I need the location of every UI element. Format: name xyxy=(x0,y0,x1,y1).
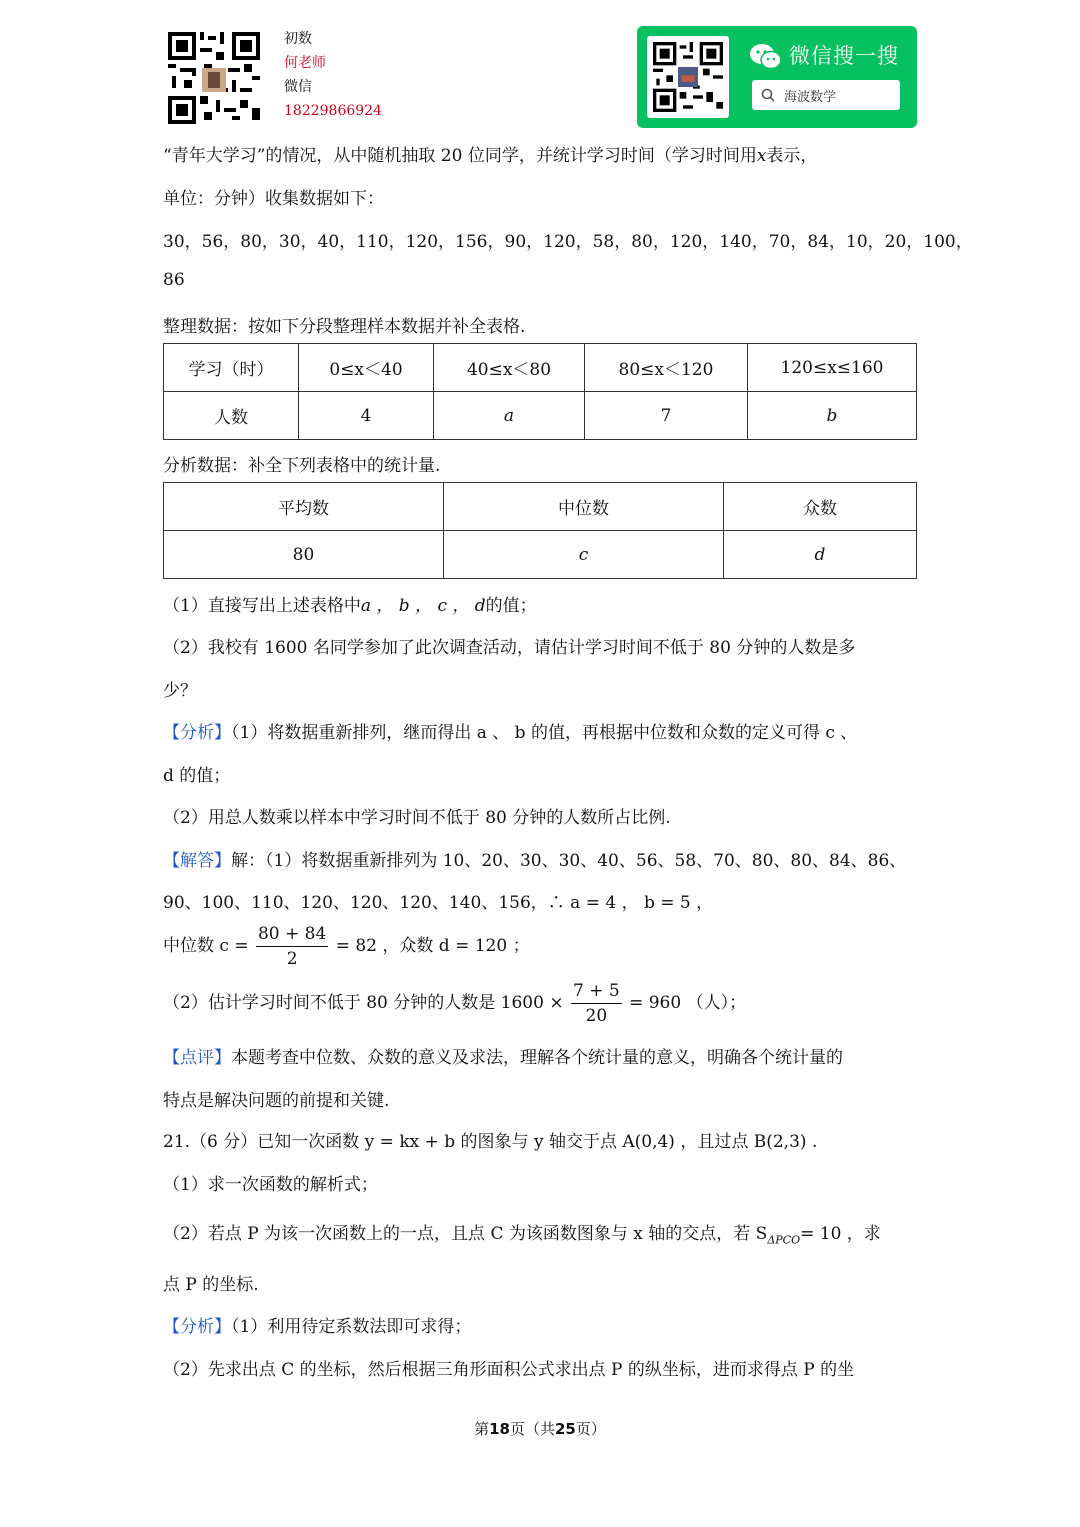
problem-21-part-2: （2）若点 P 为该一次函数上的一点，且点 C 为该函数图象与 x 轴的交点，若 $S_{\Delta PCO}= 10$ ，求 xyxy=(163,1224,881,1247)
solution-cont: 90、100、110、120、120、120、140、156，∴ a = 4 ， b = 5 ， xyxy=(163,893,714,913)
table-header-cell: 众数 xyxy=(724,483,917,531)
contact-info xyxy=(284,27,382,123)
phone-number: 18229866924 xyxy=(284,103,382,119)
wechat-search-banner[interactable] xyxy=(637,26,917,128)
contact-label: 初数 xyxy=(284,31,312,47)
question-2-cont: 少？ xyxy=(163,681,197,701)
page-number: 18 xyxy=(489,1420,510,1438)
qr-code-right xyxy=(647,36,729,118)
frequency-table xyxy=(163,343,917,440)
question-2: （2）我校有 1600 名同学参加了此次调查活动，请估计学习时间不低于 80 分钟的人数是多 xyxy=(163,638,856,658)
intro-line-2: 单位：分钟）收集数据如下： xyxy=(163,189,384,209)
analysis-1-part-2: （2）用总人数乘以样本中学习时间不低于 80 分钟的人数所占比例. xyxy=(163,808,671,828)
table-cell: 80 xyxy=(164,531,444,579)
organize-instruction: 整理数据：按如下分段整理样本数据并补全表格. xyxy=(163,317,526,337)
table-cell: d xyxy=(724,531,917,579)
median-formula: 中位数 c = $\frac{80 + 84}{2}$ = 82 ，众数 d = 120 ； xyxy=(163,924,530,969)
solution: 【解答】解：（1）将数据重新排列为 10、20、30、30、40、56、58、70、80、80、84、86、 xyxy=(163,851,907,871)
qr-code-left xyxy=(168,32,260,124)
table-header-cell: 中位数 xyxy=(444,483,724,531)
table-header-cell: 120≤x≤160 xyxy=(748,344,917,392)
analysis-1-cont: d 的值； xyxy=(163,766,231,786)
table-cell: 人数 xyxy=(164,392,299,440)
data-values-line: 30，56，80，30，40，110，120，156，90，120，58，80，120，140，70，84，10，20，100， xyxy=(163,232,973,252)
table-cell: c xyxy=(444,531,724,579)
statistics-table xyxy=(163,482,917,579)
analysis-tag: 【分析】 xyxy=(163,723,231,743)
analysis-1: 【分析】（1）将数据重新排列，继而得出 a 、 b 的值，再根据中位数和众数的定义可得 c 、 xyxy=(163,723,858,743)
table-cell: 4 xyxy=(299,392,434,440)
teacher-name: 何老师 xyxy=(284,55,326,71)
page-total: 25 xyxy=(555,1420,576,1438)
table-cell: b xyxy=(748,392,917,440)
fraction: $\frac{80 + 84}{2}$ xyxy=(257,924,327,969)
table-cell: 7 xyxy=(585,392,748,440)
table-header-cell: 平均数 xyxy=(164,483,444,531)
table-header-cell: 80≤x＜120 xyxy=(585,344,748,392)
fraction: $\frac{7 + 5}{20}$ xyxy=(572,981,620,1026)
page-footer: 第18页（共25页） xyxy=(474,1420,606,1438)
table-cell: a xyxy=(434,392,585,440)
estimate-formula: （2）估计学习时间不低于 80 分钟的人数是 1600 × $\frac{7 + 5}{20}$ = 960 （人）； xyxy=(163,981,747,1026)
wechat-logo-icon xyxy=(749,42,783,72)
problem-21-part-2-cont: 点 P 的坐标. xyxy=(163,1275,259,1295)
wechat-search-query: 海波数学 xyxy=(784,90,837,105)
table-header-cell: 40≤x＜80 xyxy=(434,344,585,392)
analysis-2: 【分析】（1）利用待定系数法即可求得； xyxy=(163,1317,472,1337)
wechat-search-title: 微信搜一搜 xyxy=(789,44,899,68)
problem-21-part-1: （1）求一次函数的解析式； xyxy=(163,1175,378,1195)
wechat-label: 微信 xyxy=(284,79,312,95)
search-icon xyxy=(761,88,775,102)
analysis-2-part-2: （2）先求出点 C 的坐标，然后根据三角形面积公式求出点 P 的纵坐标，进而求得点 P 的坐 xyxy=(163,1360,855,1380)
analysis-instruction: 分析数据：补全下列表格中的统计量. xyxy=(163,456,441,476)
comment: 【点评】本题考查中位数、众数的意义及求法，理解各个统计量的意义，明确各个统计量的 xyxy=(163,1048,843,1068)
comment-tag: 【点评】 xyxy=(163,1048,231,1068)
data-values-line-2: 86 xyxy=(163,270,185,290)
question-1: （1）直接写出上述表格中a ， b ， c ， d的值； xyxy=(163,596,537,616)
analysis-tag: 【分析】 xyxy=(163,1317,231,1337)
solution-tag: 【解答】 xyxy=(163,851,231,871)
intro-line-1: “青年大学习”的情况，从中随机抽取 20 位同学，并统计学习时间（学习时间用x表示， xyxy=(163,146,818,166)
table-header-cell: 学习（时） xyxy=(164,344,299,392)
wechat-search-box[interactable] xyxy=(752,80,900,110)
table-header-cell: 0≤x＜40 xyxy=(299,344,434,392)
comment-cont: 特点是解决问题的前提和关键. xyxy=(163,1091,390,1111)
problem-21: 21.（6 分）已知一次函数 y = kx + b 的图象与 y 轴交于点 A(0,4) ，且过点 B(2,3) . xyxy=(163,1132,818,1152)
